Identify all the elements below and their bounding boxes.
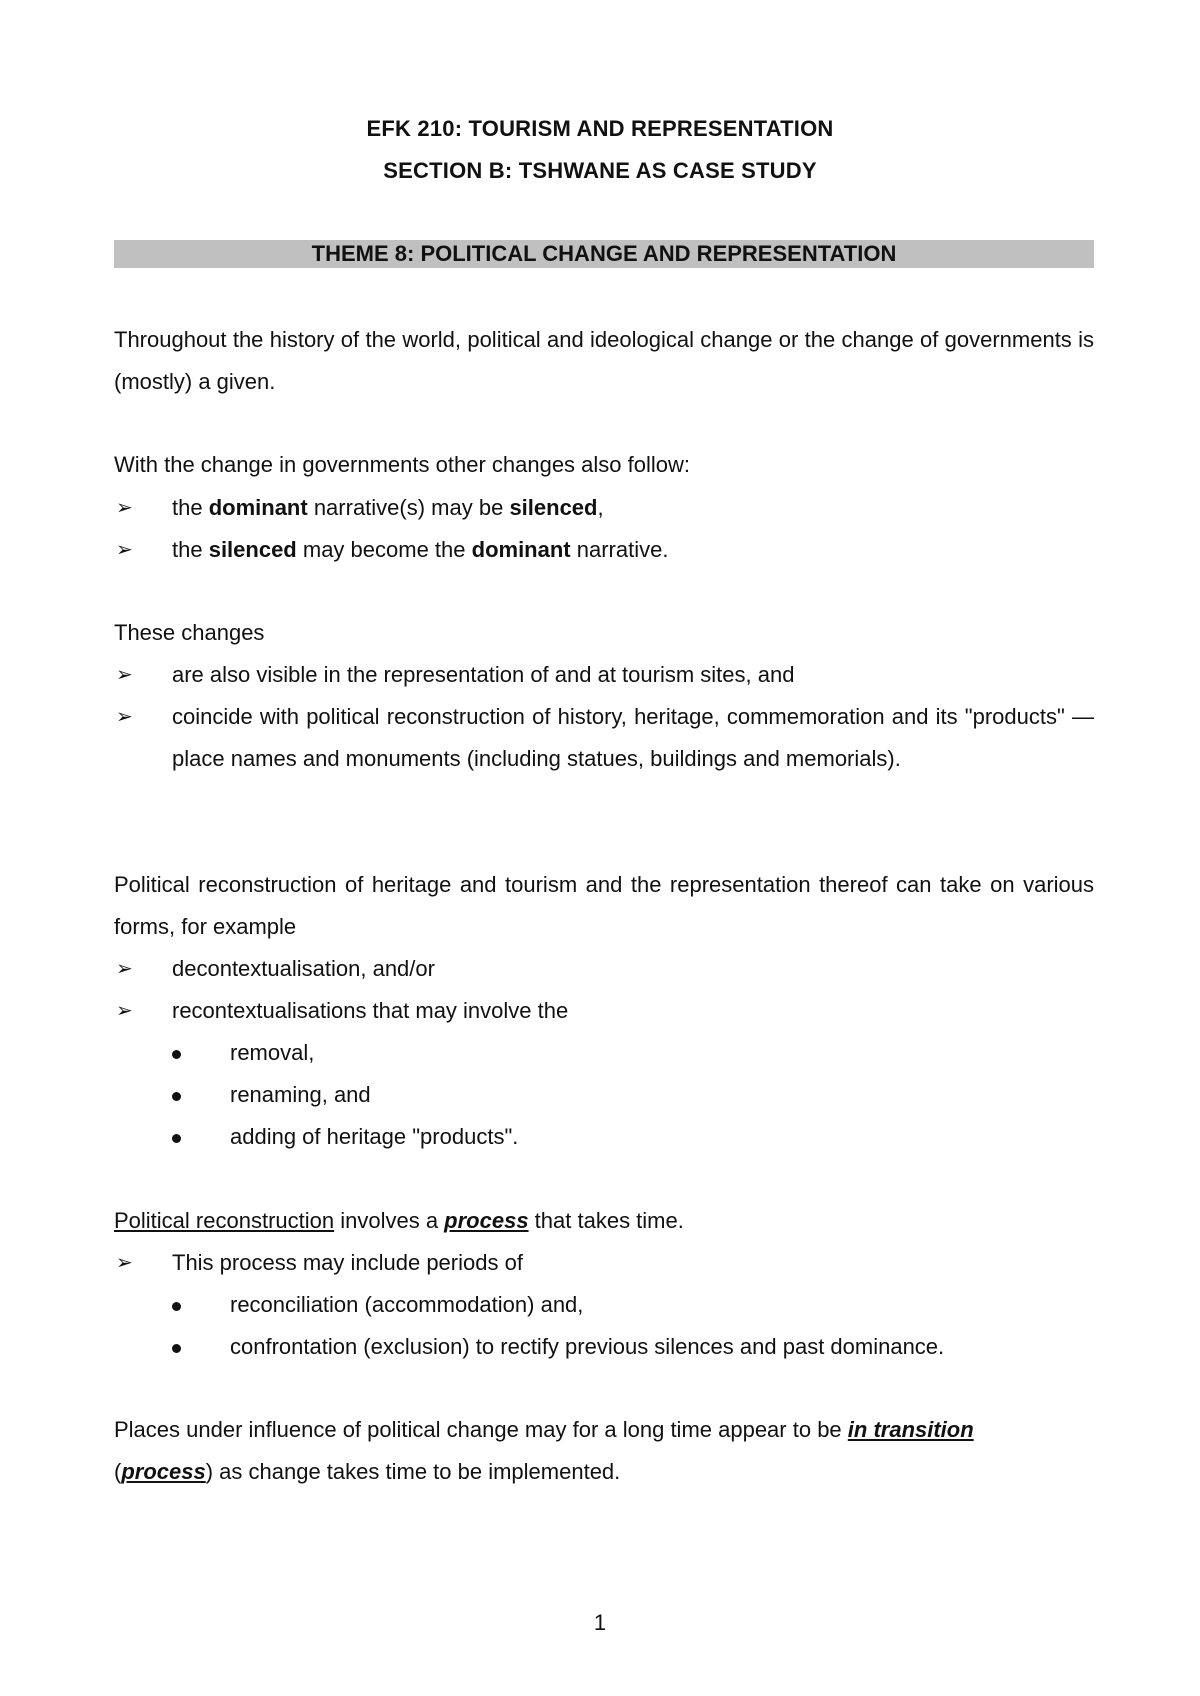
reconstruction-subitem-1: removal,	[230, 1040, 315, 1065]
arrow-bullet-icon: ➢	[116, 706, 133, 728]
process-subitem-2: confrontation (exclusion) to rectify previous silences and past dominance.	[230, 1334, 945, 1359]
reconstruction-subitem-3: adding of heritage "products".	[230, 1124, 519, 1149]
these-changes-lead: These changes	[114, 620, 265, 645]
bullet-dot-icon	[172, 1302, 181, 1311]
process-lead: Political reconstruction involves a process that takes time.	[114, 1208, 684, 1233]
change-item-2: the silenced may become the dominant narrative.	[172, 537, 669, 562]
arrow-bullet-icon: ➢	[116, 497, 133, 519]
intro-paragraph: Throughout the history of the world, political and ideological change or the change of governments is (mostly) a given.	[114, 327, 1094, 394]
reconstruction-item-2: recontextualisations that may involve the	[172, 998, 569, 1023]
theme-title-bar	[114, 240, 1094, 268]
bullet-dot-icon	[172, 1092, 181, 1101]
page-number: 1	[593, 1610, 607, 1635]
reconstruction-subitem-2: renaming, and	[230, 1082, 371, 1107]
change-item-1: the dominant narrative(s) may be silenced,	[172, 495, 604, 520]
arrow-bullet-icon: ➢	[116, 664, 133, 686]
bullet-dot-icon	[172, 1344, 181, 1353]
these-changes-item-1: are also visible in the representation of and at tourism sites, and	[172, 662, 795, 687]
reconstruction-item-1: decontextualisation, and/or	[172, 956, 435, 981]
arrow-bullet-icon: ➢	[116, 958, 133, 980]
process-subitem-1: reconciliation (accommodation) and,	[230, 1292, 584, 1317]
bullet-dot-icon	[172, 1050, 181, 1059]
arrow-bullet-icon: ➢	[116, 1252, 133, 1274]
these-changes-item-2: coincide with political reconstruction of history, heritage, commemoration and its "products" — place names and monuments (including statues, buildings and memorials).	[172, 704, 1094, 771]
theme-title: THEME 8: POLITICAL CHANGE AND REPRESENTATION	[311, 241, 897, 266]
section-title: SECTION B: TSHWANE AS CASE STUDY	[383, 158, 817, 183]
process-item: This process may include periods of	[172, 1250, 523, 1275]
course-title: EFK 210: TOURISM AND REPRESENTATION	[366, 116, 834, 141]
reconstruction-paragraph: Political reconstruction of heritage and tourism and the representation thereof can take on various forms, for example	[114, 872, 1094, 939]
bullet-dot-icon	[172, 1134, 181, 1143]
change-lead: With the change in governments other changes also follow:	[114, 452, 690, 477]
transition-line-1: Places under influence of political change may for a long time appear to be in transition	[114, 1417, 974, 1442]
arrow-bullet-icon: ➢	[116, 539, 133, 561]
transition-line-2: (process) as change takes time to be implemented.	[114, 1459, 621, 1484]
arrow-bullet-icon: ➢	[116, 1000, 133, 1022]
